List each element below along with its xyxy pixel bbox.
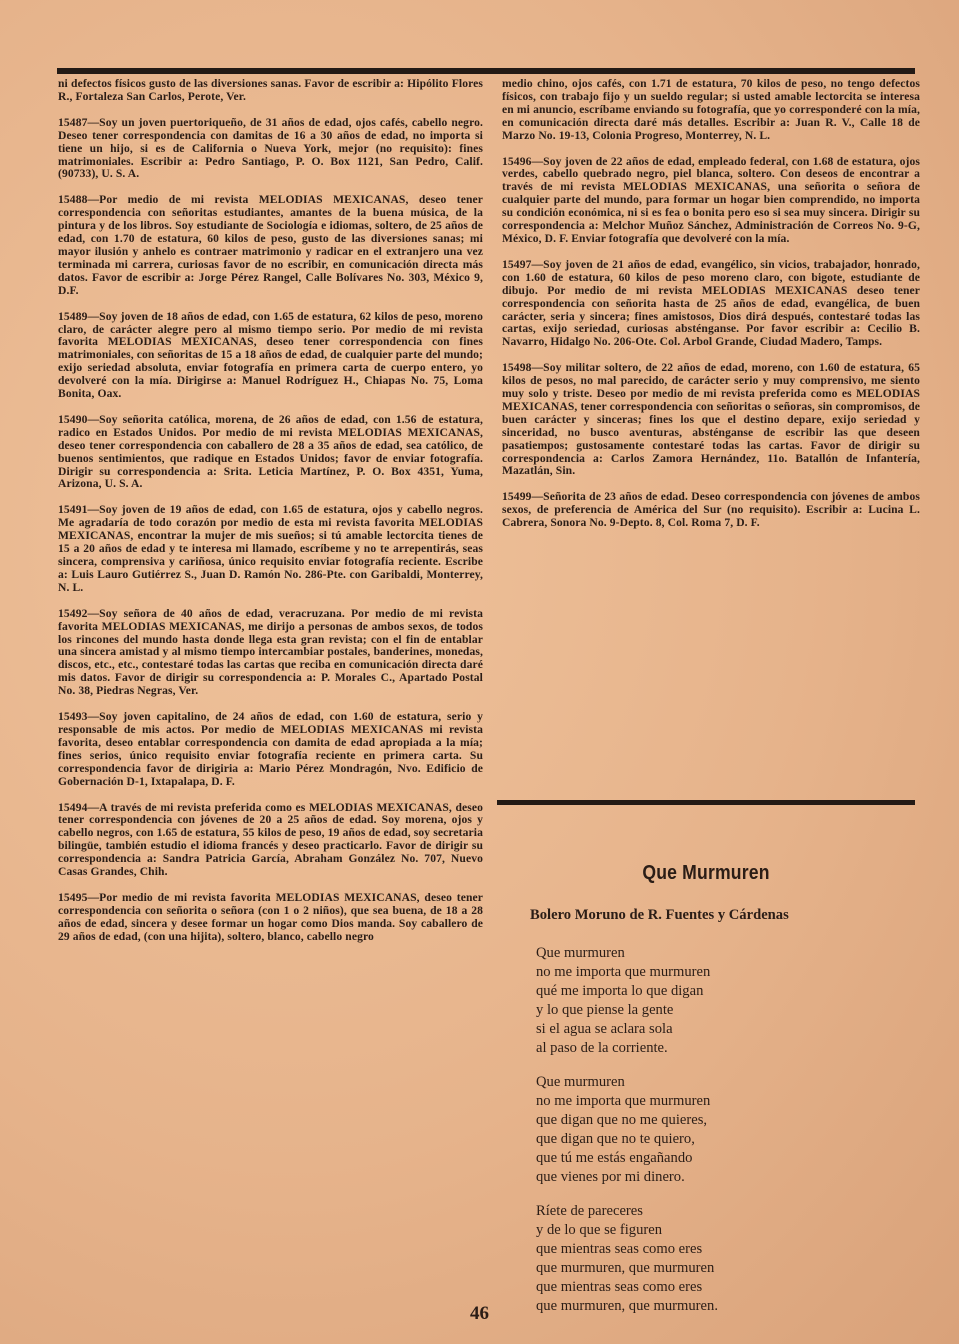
- lyric-line: que digan que no me quieres,: [536, 1112, 708, 1128]
- left-column: [58, 78, 483, 957]
- classified-ad: 15488—Por medio de mi revista MELODIAS MEXICANAS, deseo tener correspondencia con señoritas estudiantes, amantes de la buena música, de la pintura y de los libros. Soy estudiante de Sociología e idiomas, soltero, de 25 años de edad, con 1.70 de estatura, 60 kilos de peso, gusto de las diversiones sanas; mi mayor ilusión y anhelo es contraer matrimonio y radicar en el extranjero una vez terminada mi carrera, curiosas favor de no escribir, en comunicación directa más datos. Favor de escribir a: Jorge Pérez Rangel, Calle Bolívares No. 303, México 9, D.F.: [58, 193, 483, 297]
- lyric-line: si el agua se aclara sola: [536, 1021, 673, 1037]
- lyric-line: Ríete de pareceres: [536, 1203, 643, 1219]
- lyric-line: y de lo que se figuren: [536, 1222, 663, 1238]
- top-rule: [57, 68, 915, 74]
- classified-ad: 15498—Soy militar soltero, de 22 años de edad, moreno, con 1.60 de estatura, 65 kilos de pesos, no mal parecido, de carácter serio y muy comprensivo, me siento muy solo y triste. Deseo por medio de mi revista preferida como es MELODIAS MEXICANAS, tener correspondencia con señoritas o señoras, sin compromisos, de buen carácter y sinceras; fines los que el destino depare, exijo seriedad y sinceridad, no busco aventuras, absténganse de escribir las que deseen pasatiempos; gustosamente contestaré todas las cartas. Favor de dirigir su correspondencia a: Carlos Zamora Hernández, 11o. Batallón de Infantería, Mazatlán, Sin.: [502, 361, 920, 478]
- lyric-line: que mientras seas como eres: [536, 1279, 703, 1295]
- stanza: [536, 944, 916, 1058]
- classified-ad: 15499—Señorita de 23 años de edad. Deseo correspondencia con jóvenes de ambos sexos, de preferencia de América del Sur (no requisito). Escribir a: Lucina L. Cabrera, Sonora No. 9-Depto. 8, Col. Roma 7, D. F.: [502, 490, 920, 530]
- lyric-line: que murmuren, que murmuren: [536, 1260, 715, 1276]
- song-title: Que Murmuren: [642, 862, 770, 884]
- song-subtitle: Bolero Moruno de R. Fuentes y Cárdenas: [530, 907, 789, 923]
- lyric-line: y lo que piense la gente: [536, 1002, 674, 1018]
- lyric-line: que digan que no te quiero,: [536, 1131, 695, 1147]
- lyric-line: que murmuren, que murmuren.: [536, 1298, 718, 1314]
- classified-ad: 15493—Soy joven capitalino, de 24 años de edad, con 1.60 de estatura, serio y responsable de mis actos. Por medio de MELODIAS MEXICANAS mi revista favorita, deseo entablar correspondencia con damita de edad apropiada a la mía; fines serios, único requisito enviar fotografía reciente en primera carta. Su correspondencia favor de dirigiria a: Mario Pérez Mondragón, Nvo. Edificio de Gobernación D-1, Ixtapalapa, D. F.: [58, 710, 483, 788]
- lyric-line: no me importa que murmuren: [536, 1093, 711, 1109]
- stanza: [536, 1073, 916, 1187]
- classified-ad: 15494—A través de mi revista preferida como es MELODIAS MEXICANAS, deseo tener correspondencia con jóvenes de 20 a 25 años de edad. Soy morena, ojos y cabello negros, con 1.65 de estatura, 55 kilos de peso, 19 años de edad, soy secretaria bilingüe, también estudio el idioma francés y deseo practicarlo. Favor de dirigir su correspondencia a: Sandra Patricia García, Abraham González No. 707, Nuevo Casas Grandes, Chih.: [58, 800, 483, 879]
- classified-ad: 15491—Soy joven de 19 años de edad, con 1.65 de estatura, ojos y cabello negros. Me agradaría de todo corazón por medio de esta mi revista favorita MELODIAS MEXICANAS, encontrar la mujer de mis sueños; si tú amable lectorcita tienes de 15 a 20 años de edad y te interesa mi llamado, escríbeme y no te arrepentirás, seas sincera, comprensiva y cariñosa, único requisito enviar fotografía reciente. Escribe a: Luis Lauro Gutiérrez S., Juan D. Ramón No. 286-Pte. con Garibaldi, Monterrey, N. L.: [58, 503, 483, 594]
- classified-ad: 15497—Soy joven de 21 años de edad, evangélico, sin vicios, trabajador, honrado, con 1.60 de estatura, 60 kilos de peso moreno claro, con bigote, estudiante de dibujo. Por medio de mi revista MELODIAS MEXICANAS deseo tener correspondencia con señorita hasta de 25 años de edad, evangélica, de buen carácter, seria y sincera; fines amistosos, Dios dirá después, contestaré todas las cartas, exijo seriedad, curiosas absténganse. Por favor escribir a: Cecilio B. Navarro, Hidalgo No. 206-Ote. Col. Arbol Grande, Ciudad Madero, Tamps.: [502, 257, 920, 349]
- stanza: [536, 1202, 916, 1316]
- classified-ad: 15490—Soy señorita católica, morena, de 26 años de edad, con 1.56 de estatura, radico en Estados Unidos. Por medio de mi revista MELODIAS MEXICANAS, deseo tener correspondencia con caballero de 28 a 35 años de edad, sea católico, de buenos sentimientos, que radique en Estados Unidos; favor de enviar fotografía. Dirigir su correspondencia a: Srita. Leticia Martínez, P. O. Box 4351, Yuma, Arizona, U. S. A.: [58, 412, 483, 491]
- lyric-line: que vienes por mi dinero.: [536, 1169, 685, 1185]
- lyric-line: que mientras seas como eres: [536, 1241, 703, 1257]
- lyric-line: no me importa que murmuren: [536, 964, 711, 980]
- lyric-line: Que murmuren: [536, 945, 625, 961]
- right-column: [502, 78, 920, 543]
- section-divider: [497, 800, 915, 805]
- classified-ad: ni defectos físicos gusto de las diversiones sanas. Favor de escribir a: Hipólito Flores R., Fortaleza San Carlos, Perote, Ver.: [58, 77, 483, 103]
- classified-ad: 15489—Soy joven de 18 años de edad, con 1.65 de estatura, 62 kilos de peso, moreno claro, de carácter alegre pero al mismo tiempo serio. Por medio de mi revista favorita MELODIAS MEXICANAS, deseo tener correspondencia con fines matrimoniales, con señoritas de 15 a 18 años de edad, de cualquier parte del mundo; exijo seriedad absoluta, enviar fotografía en primera carta de cuerpo entero, yo devolveré con la mía. Dirigirse a: Manuel Rodríguez H., Chiapas No. 75, Loma Bonita, Oax.: [58, 309, 483, 401]
- lyric-line: qué me importa lo que digan: [536, 983, 704, 999]
- classified-ad: 15495—Por medio de mi revista favorita MELODIAS MEXICANAS, deseo tener correspondencia con señorita o señora (con 1 o 2 niños), que sea buena, de 18 a 28 años de edad, sincera y desee formar un hogar como Dios manda. Soy caballero de 29 años de edad, (con una hijita), soltero, blanco, cabello negro: [58, 890, 483, 943]
- classified-ad: 15492—Soy señora de 40 años de edad, veracruzana. Por medio de mi revista favorita MELODIAS MEXICANAS, me dirijo a personas de ambos sexos, de todos los rincones del mundo hasta donde llega esta gran revista; con el fin de entablar una sincera amistad y al mismo tiempo intercambiar postales, banderines, monedas, discos, etc., etc., contestaré todas las cartas que reciba en comunicación directa daré mis datos. Favor de dirigir su correspondencia a: P. Morales C., Apartado Postal No. 38, Piedras Negras, Ver.: [58, 606, 483, 698]
- page-number: 46: [470, 1303, 489, 1324]
- classified-ad: 15487—Soy un joven puertoriqueño, de 31 años de edad, ojos cafés, cabello negro. Deseo tener correspondencia con damitas de 16 a 30 años de edad, no importa si tiene un hijo, si es de California o Nueva York, mejor (no requisito): fines matrimoniales. Escribir a: Pedro Santiago, P. O. Box 1121, San Pedro, Calif. (90733), U. S. A.: [58, 115, 483, 181]
- lyric-line: Que murmuren: [536, 1074, 625, 1090]
- classified-ad: 15496—Soy joven de 22 años de edad, empleado federal, con 1.68 de estatura, ojos verdes, cabello quebrado negro, piel blanca, soltero. Con deseos de encontrar a través de mi revista MELODIAS MEXICANAS, una señorita o señora de cualquier parte del mundo, para formar un hogar bien comprendido, no importa su condición económica, ni si es fea o bonita pero eso si sea muy sincera. Dirigir su correspondencia a: Melchor Muñoz Sánchez, Administración de Correos No. 9-G, México, D. F. Enviar fotografía que devolveré con la mía.: [502, 154, 920, 245]
- song-lyrics: [536, 944, 916, 1331]
- lyric-line: al paso de la corriente.: [536, 1040, 668, 1056]
- lyric-line: que tú me estás engañando: [536, 1150, 693, 1166]
- classified-ad: medio chino, ojos cafés, con 1.71 de estatura, 70 kilos de peso, no tengo defectos físicos, con trabajo fijo y un sueldo regular; si usted amable lectorcita se interesa en mi anuncio, escríbame enviando su fotografía, que yo corresponderé con la mía, en comunicación directa daré más detalles. Escribir a: Juan R. V., Calle 18 de Marzo No. 19-13, Colonia Progreso, Monterrey, N. L.: [502, 77, 920, 142]
